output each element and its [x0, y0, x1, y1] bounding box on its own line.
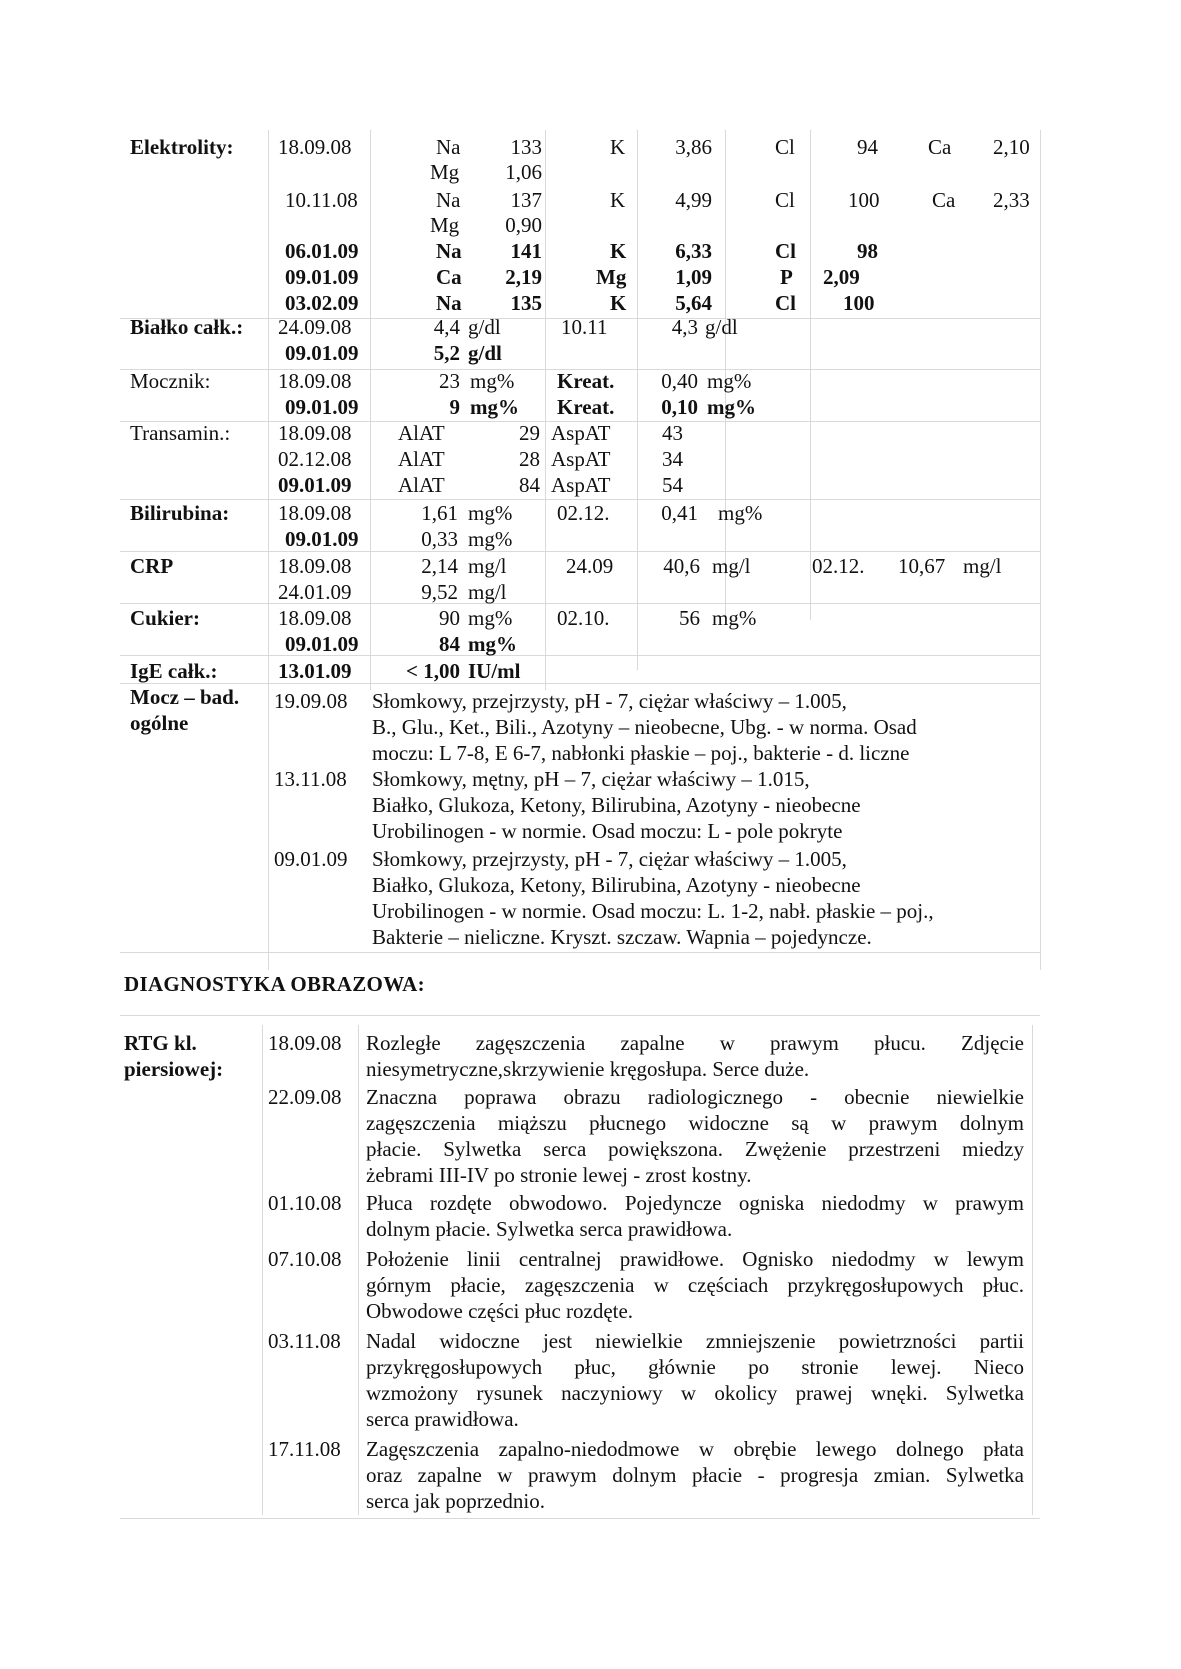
- param-cell: K: [610, 239, 627, 263]
- text-line: przykręgosłupowych płuc, głównie po stronie lewej. Nieco: [366, 1355, 1024, 1379]
- date-cell: 09.01.09: [285, 341, 359, 365]
- value-cell: 90: [439, 606, 460, 630]
- list-item: [0, 1328, 1181, 1354]
- unit-cell: mg%: [470, 369, 515, 393]
- row-separator: [120, 1015, 1040, 1016]
- row-separator: [120, 1518, 1040, 1519]
- text-line: Słomkowy, mętny, pH – 7, ciężar właściwy – 1.015,: [372, 767, 810, 791]
- section-label: IgE całk.:: [130, 659, 218, 683]
- value-cell: 28: [519, 447, 540, 471]
- table-row: [0, 420, 1181, 446]
- text-line: żebrami III-IV po stronie lewej - zrost kostny.: [366, 1163, 752, 1187]
- table-row: [0, 238, 1181, 264]
- unit-cell: mg/l: [712, 554, 751, 578]
- unit-cell: IU/ml: [468, 659, 521, 683]
- param-cell: K: [610, 188, 626, 212]
- text-line: serca jak poprzednio.: [366, 1489, 546, 1513]
- param-cell: AspAT: [551, 447, 611, 471]
- param-cell: Cl: [775, 135, 795, 159]
- param-cell: Cl: [775, 239, 796, 263]
- value-cell: 2,19: [505, 265, 542, 289]
- value-cell: 29: [519, 421, 540, 445]
- value-cell: 0,41: [661, 501, 698, 525]
- text-line: moczu: L 7-8, E 6-7, nabłonki płaskie – poj., bakterie - d. liczne: [372, 741, 910, 765]
- value-cell: 1,61: [421, 501, 458, 525]
- value-cell: 0,33: [421, 527, 458, 551]
- unit-cell: g/dl: [468, 315, 501, 339]
- text-line: Urobilinogen - w normie. Osad moczu: L. 1-2, nabł. płaskie – poj.,: [372, 899, 934, 923]
- table-row: [0, 526, 1181, 552]
- unit-cell: mg%: [468, 606, 513, 630]
- value-cell: 6,33: [675, 239, 712, 263]
- date-cell: 18.09.08: [278, 606, 352, 630]
- date-cell: 02.12.08: [278, 447, 352, 471]
- value-cell: 4,3: [671, 315, 698, 339]
- param-cell: AlAT: [398, 473, 445, 497]
- date-cell: 24.09: [566, 554, 614, 578]
- section-label: Mocznik:: [130, 369, 211, 393]
- table-row: [0, 314, 1181, 340]
- value-cell: 54: [662, 473, 683, 497]
- value-cell: 4,99: [675, 188, 712, 212]
- section-heading: DIAGNOSTYKA OBRAZOWA:: [124, 972, 425, 996]
- date-cell: 18.09.08: [278, 369, 352, 393]
- text-line: Płuca rozdęte obwodowo. Pojedyncze ogniska niedodmy w prawym: [366, 1191, 1024, 1215]
- date-cell: 19.09.08: [274, 689, 348, 713]
- list-item: [0, 1436, 1181, 1462]
- value-cell: 3,86: [675, 135, 712, 159]
- text-line: serca prawidłowa.: [366, 1407, 519, 1431]
- param-cell: K: [610, 135, 626, 159]
- value-cell: 135: [510, 291, 542, 315]
- value-cell: 10,67: [898, 554, 946, 578]
- table-row: [0, 631, 1181, 657]
- param-cell: Cl: [775, 188, 795, 212]
- value-cell: 0,90: [505, 213, 542, 237]
- table-row: [0, 290, 1181, 316]
- table-row: [0, 264, 1181, 290]
- date-cell: 10.11: [561, 315, 608, 339]
- value-cell: 98: [857, 239, 878, 263]
- unit-cell: mg/l: [963, 554, 1002, 578]
- date-cell: 02.12.: [812, 554, 865, 578]
- text-line: Bakterie – nieliczne. Kryszt. szczaw. Wapnia – pojedyncze.: [372, 925, 872, 949]
- param-cell: Ca: [928, 135, 952, 159]
- section-label: CRP: [130, 554, 174, 578]
- param-cell: K: [610, 291, 627, 315]
- text-line: Białko, Glukoza, Ketony, Bilirubina, Azotyny - nieobecne: [372, 873, 861, 897]
- param-cell: Na: [436, 188, 461, 212]
- list-item: [0, 766, 1181, 792]
- param-cell: P: [780, 265, 793, 289]
- value-cell: 40,6: [663, 554, 700, 578]
- date-cell: 13.11.08: [274, 767, 347, 791]
- date-cell: 09.01.09: [278, 473, 352, 497]
- value-cell: 23: [439, 369, 460, 393]
- param-cell: AspAT: [551, 473, 611, 497]
- table-row: [0, 446, 1181, 472]
- date-cell: 02.10.: [557, 606, 610, 630]
- param-cell: Ca: [932, 188, 956, 212]
- value-cell: 100: [843, 291, 875, 315]
- unit-cell: g/dl: [468, 341, 502, 365]
- value-cell: 2,33: [993, 188, 1030, 212]
- text-line: Białko, Glukoza, Ketony, Bilirubina, Azotyny - nieobecne: [372, 793, 861, 817]
- param-cell: Mg: [596, 265, 627, 289]
- unit-cell: mg%: [718, 501, 763, 525]
- section-label: RTG kl.: [124, 1031, 197, 1055]
- value-cell: 34: [662, 447, 683, 471]
- text-line: Zagęszczenia zapalno-niedodmowe w obrębie lewego dolnego płata: [366, 1437, 1024, 1461]
- value-cell: 1,09: [675, 265, 712, 289]
- table-row: [0, 134, 1181, 160]
- text-line: Rozległe zagęszczenia zapalne w prawym płucu. Zdjęcie: [366, 1031, 1024, 1055]
- table-row: [0, 605, 1181, 631]
- unit-cell: mg/l: [468, 580, 507, 604]
- table-row: [0, 553, 1181, 579]
- section-label: piersiowej:: [124, 1057, 224, 1081]
- date-cell: 09.01.09: [274, 847, 348, 871]
- date-cell: 18.09.08: [278, 501, 352, 525]
- value-cell: 1,06: [505, 160, 542, 184]
- table-row: [0, 472, 1181, 498]
- list-item: [0, 1190, 1181, 1216]
- value-cell: 0,10: [661, 395, 698, 419]
- table-row: [0, 368, 1181, 394]
- table-row: [0, 340, 1181, 366]
- value-cell: 137: [510, 188, 542, 212]
- date-cell: 22.09.08: [268, 1085, 342, 1109]
- date-cell: 13.01.09: [278, 659, 352, 683]
- section-label: Białko całk.:: [130, 315, 244, 339]
- value-cell: 84: [519, 473, 540, 497]
- date-cell: 03.02.09: [285, 291, 359, 315]
- text-line: B., Glu., Ket., Bili., Azotyny – nieobecne, Ubg. - w norma. Osad: [372, 715, 917, 739]
- date-cell: 18.09.08: [268, 1031, 342, 1055]
- text-line: płacie. Sylwetka serca powiększona. Zwężenie przestrzeni miedzy: [366, 1137, 1024, 1161]
- table-row: [0, 212, 1181, 238]
- list-item: [0, 688, 1181, 714]
- section-label: Cukier:: [130, 606, 200, 630]
- unit-cell: g/dl: [705, 315, 738, 339]
- text-line: dolnym płacie. Sylwetka serca prawidłowa.: [366, 1217, 733, 1241]
- value-cell: 100: [848, 188, 880, 212]
- date-cell: 17.11.08: [268, 1437, 341, 1461]
- text-line: Obwodowe części płuc rozdęte.: [366, 1299, 634, 1323]
- param-cell: AlAT: [398, 447, 445, 471]
- unit-cell: mg/l: [468, 554, 507, 578]
- unit-cell: mg%: [468, 632, 517, 656]
- param-cell: AspAT: [551, 421, 611, 445]
- param-cell: Cl: [775, 291, 796, 315]
- value-cell: 84: [439, 632, 460, 656]
- param-cell: Ca: [436, 265, 462, 289]
- table-row: [0, 159, 1181, 185]
- text-line: oraz zapalne w prawym dolnym płacie - progresja zmian. Sylwetka: [366, 1463, 1024, 1487]
- param-cell: Na: [436, 135, 461, 159]
- param-cell: Na: [436, 239, 462, 263]
- text-line: Położenie linii centralnej prawidłowe. Ognisko niedodmy w lewym: [366, 1247, 1024, 1271]
- param-cell: Na: [436, 291, 462, 315]
- date-cell: 18.09.08: [278, 135, 352, 159]
- section-label: Transamin.:: [130, 421, 231, 445]
- date-cell: 09.01.09: [285, 395, 359, 419]
- section-label: ogólne: [130, 711, 189, 735]
- param-cell: Mg: [430, 213, 460, 237]
- table-row: [0, 394, 1181, 420]
- text-line: niesymetryczne,skrzywienie kręgosłupa. Serce duże.: [366, 1057, 810, 1081]
- section-label: Mocz – bad.: [130, 685, 240, 709]
- value-cell: 4,4: [433, 315, 460, 339]
- date-cell: 06.01.09: [285, 239, 359, 263]
- text-line: górnym płacie, zagęszczenia w częściach przykręgosłupowych płuc.: [366, 1273, 1024, 1297]
- section-ige: [0, 658, 1181, 684]
- value-cell: 141: [510, 239, 542, 263]
- param-cell: Kreat.: [557, 395, 615, 419]
- value-cell: 0,40: [661, 369, 698, 393]
- value-cell: 5,2: [433, 341, 460, 365]
- date-cell: 18.09.08: [278, 554, 352, 578]
- list-item: [0, 1246, 1181, 1272]
- text-line: Nadal widoczne jest niewielkie zmniejszenie powietrzności partii: [366, 1329, 1024, 1353]
- unit-cell: mg%: [712, 606, 757, 630]
- unit-cell: mg%: [470, 395, 519, 419]
- text-line: zagęszczenia miąższu płucnego widoczne są w prawym dolnym: [366, 1111, 1024, 1135]
- value-cell: 5,64: [675, 291, 712, 315]
- table-row: [0, 500, 1181, 526]
- list-item: [0, 846, 1181, 872]
- text-line: wzmożony rysunek naczyniowy w okolicy prawej wnęki. Sylwetka: [366, 1381, 1024, 1405]
- value-cell: < 1,00: [406, 659, 460, 683]
- unit-cell: mg%: [468, 527, 513, 551]
- section-label: Elektrolity:: [130, 135, 234, 159]
- date-cell: 09.01.09: [285, 527, 359, 551]
- date-cell: 10.11.08: [285, 188, 358, 212]
- date-cell: 18.09.08: [278, 421, 352, 445]
- value-cell: 9: [449, 395, 460, 419]
- date-cell: 09.01.09: [285, 265, 359, 289]
- text-line: Znaczna poprawa obrazu radiologicznego - obecnie niewielkie: [366, 1085, 1024, 1109]
- text-line: Urobilinogen - w normie. Osad moczu: L - pole pokryte: [372, 819, 843, 843]
- param-cell: AlAT: [398, 421, 445, 445]
- table-row: [0, 579, 1181, 605]
- unit-cell: mg%: [707, 395, 756, 419]
- unit-cell: mg%: [468, 501, 513, 525]
- date-cell: 24.01.09: [278, 580, 352, 604]
- row-separator: [120, 952, 1040, 953]
- list-item: [0, 1084, 1181, 1110]
- date-cell: 01.10.08: [268, 1191, 342, 1215]
- unit-cell: mg%: [707, 369, 752, 393]
- date-cell: 03.11.08: [268, 1329, 341, 1353]
- date-cell: 02.12.: [557, 501, 610, 525]
- param-cell: Kreat.: [557, 369, 615, 393]
- value-cell: 2,14: [421, 554, 458, 578]
- value-cell: 94: [857, 135, 878, 159]
- param-cell: Mg: [430, 160, 460, 184]
- text-line: Słomkowy, przejrzysty, pH - 7, ciężar właściwy – 1.005,: [372, 847, 847, 871]
- value-cell: 9,52: [421, 580, 458, 604]
- text-line: Słomkowy, przejrzysty, pH - 7, ciężar właściwy – 1.005,: [372, 689, 847, 713]
- date-cell: 09.01.09: [285, 632, 359, 656]
- date-cell: 07.10.08: [268, 1247, 342, 1271]
- date-cell: 24.09.08: [278, 315, 352, 339]
- section-label: Bilirubina:: [130, 501, 230, 525]
- table-row: [0, 187, 1181, 213]
- value-cell: 56: [679, 606, 700, 630]
- value-cell: 2,10: [993, 135, 1030, 159]
- value-cell: 43: [662, 421, 683, 445]
- list-item: [0, 1030, 1181, 1056]
- value-cell: 2,09: [823, 265, 860, 289]
- value-cell: 133: [510, 135, 542, 159]
